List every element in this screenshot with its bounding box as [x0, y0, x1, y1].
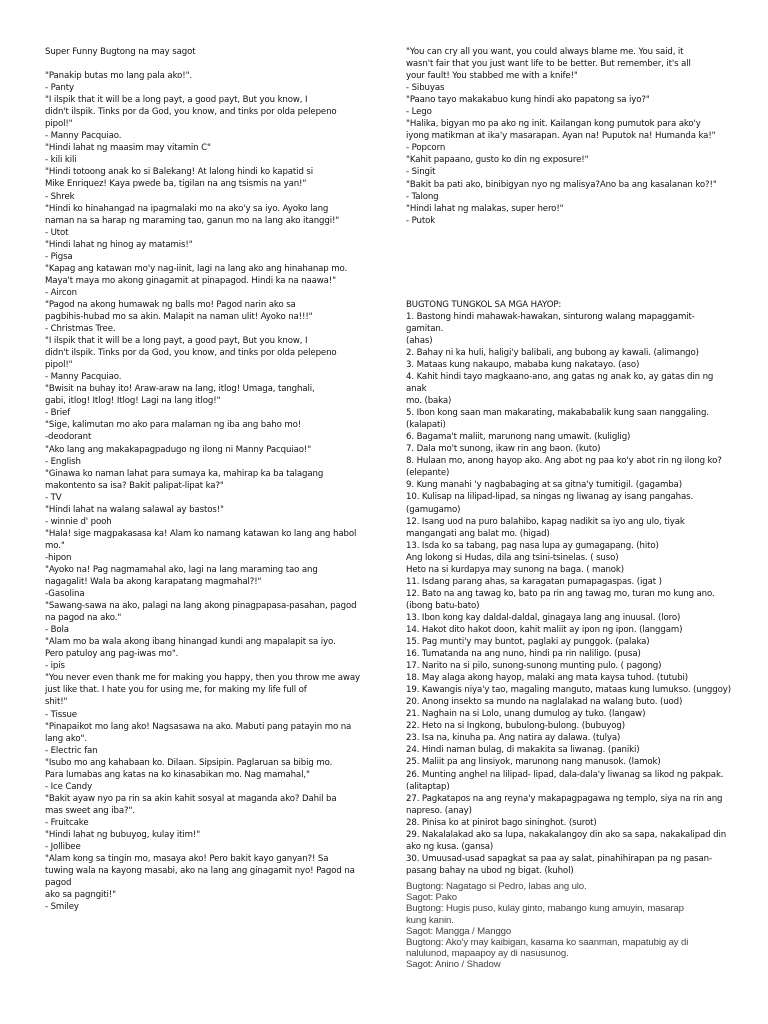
text-line: Para lumabas ang katas na ko kinasabikan mo. Nag mamahal,"	[45, 769, 310, 780]
text-line: - Brief	[45, 408, 71, 419]
riddle-line: Ang lokong si Hudas, dila ang tsini-tsinelas. ( suso)	[406, 552, 619, 563]
spacer	[45, 58, 363, 70]
text-line: - Jollibee	[45, 842, 81, 853]
riddle-list-continued	[406, 46, 732, 227]
riddle-line: (gamugamo)	[406, 504, 461, 515]
riddle-line: 5. Ibon kong saan man makarating, makababalik kung saan nanggaling.	[406, 408, 709, 419]
left-column	[45, 46, 363, 913]
text-line: na pagod na ako."	[45, 613, 122, 624]
riddle-line: (ahas)	[406, 335, 433, 346]
right-column	[406, 46, 732, 971]
text-line: "Hindi lahat ng hinog ay matamis!"	[45, 239, 193, 250]
answer-line: nalulunod, mapaapoy ay di nasusunog.	[406, 948, 569, 960]
text-line: -deodorant	[45, 432, 92, 443]
riddle-line: 20. Anong insekto sa mundo na naglalakad na walang buto. (uod)	[406, 697, 683, 708]
text-line: makontento sa isa? Bakit palipat-lipat ka?"	[45, 480, 224, 491]
riddle-line: ako ng kusa. (gansa)	[406, 841, 494, 852]
riddle-line: 8. Hulaan mo, anong hayop ako. Ang abot ng paa ko'y abot rin ng ilong ko?	[406, 456, 722, 467]
answer-block	[406, 881, 732, 971]
text-line: "Panakip butas mo lang pala ako!".	[45, 71, 193, 82]
text-line: "Pagod na akong humawak ng balls mo! Pagod narin ako sa	[45, 299, 296, 310]
text-line: "Isubo mo ang kahabaan ko. Dilaan. Sipsipin. Paglaruan sa bibig mo.	[45, 757, 333, 768]
text-line: tuwing wala na kayong masabi, ako na lang ang ginagamit nyo! Pagod na	[45, 866, 355, 877]
riddle-line: Heto na si kurdapya may sunong na baga. ( manok)	[406, 564, 625, 575]
riddle-line: 12. Bato na ang tawag ko, bato pa rin ang tawag mo, turan mo kung ano.	[406, 588, 715, 599]
riddle-line: 6. Bagama't maliit, marunong nang umawit. (kuliglig)	[406, 432, 631, 443]
text-line: just like that. I hate you for using me, for making my life full of	[45, 685, 307, 696]
riddle-line: 27. Pagkatapos na ang reyna'y makapagpagawa ng templo, siya na rin ang	[406, 793, 723, 804]
text-line: naman na sa harap ng maraming tao, ganun mo na lang ako itanggi!"	[45, 215, 340, 226]
answer-line: Bugtong: Hugis puso, kulay ginto, mabango kung amuyin, masarap	[406, 903, 684, 915]
text-line: "Hindi totoong anak ko si Balekang! At lalong hindi ko kapatid si	[45, 167, 314, 178]
text-line: - Electric fan	[45, 745, 98, 756]
riddle-line: 11. Isdang parang ahas, sa karagatan pumapagaspas. (igat )	[406, 576, 662, 587]
text-line: - Manny Pacquiao.	[45, 131, 122, 142]
text-line: ako sa pagngiti!"	[45, 890, 116, 901]
text-line: - ipis	[45, 661, 65, 672]
text-line: - winnie d' pooh	[45, 516, 112, 527]
text-line: pagbihis-hubad mo sa akin. Malapit na naman ulit! Ayoko na!!!"	[45, 311, 313, 322]
text-line: "Bakit ba pati ako, binibigyan nyo ng malisya?Ano ba ang kasalanan ko?!"	[406, 179, 717, 190]
text-line: - TV	[45, 492, 62, 503]
text-line: wasn't fair that you just want life to be better. But remember, it's all	[406, 59, 691, 70]
text-line: "Hindi ko hinahangad na ipagmalaki mo na ako'y sa iyo. Ayoko lang	[45, 203, 329, 214]
text-line: your fault! You stabbed me with a knife!"	[406, 71, 578, 82]
text-line: didn't ilspik. Tinks por da God, you know, and tinks por olda pelepeno	[45, 107, 337, 118]
text-line: mas sweet ang iba?".	[45, 805, 135, 816]
text-line: "Pinapaikot mo lang ako! Nagsasawa na ako. Mabuti pang patayin mo na	[45, 721, 352, 732]
text-line: "I ilspik that it will be a long payt, a good payt, But you know, I	[45, 95, 308, 106]
text-line: "You never even thank me for making you happy, then you throw me away	[45, 673, 360, 684]
text-line: "Ginawa ko naman lahat para sumaya ka, mahirap ka ba talagang	[45, 468, 324, 479]
riddle-line: 28. Pinisa ko at pinirot bago sininghot. (surot)	[406, 817, 597, 828]
riddle-line: 10. Kulisap na lilipad-lipad, sa ningas ng liwanag ay isang pangahas.	[406, 492, 694, 503]
text-line: "Hindi lahat ng maasim may vitamin C"	[45, 143, 211, 154]
text-line: Maya't maya mo akong ginagamit at pinapagod. Hindi ka na naawa!"	[45, 275, 336, 286]
text-line: "Sige, kalimutan mo ako para malaman ng iba ang baho mo!	[45, 420, 302, 431]
answer-line: Sagot: Pako	[406, 892, 457, 904]
text-line: - Putok	[406, 215, 436, 226]
riddle-line: 19. Kawangis niya'y tao, magaling manguto, mataas kung lumukso. (unggoy)	[406, 685, 731, 696]
text-line: shit!"	[45, 697, 68, 708]
riddle-line: 21. Naghain na si Lolo, unang dumulog ay tuko. (langaw)	[406, 709, 646, 720]
text-line: "Alam kong sa tingin mo, masaya ako! Pero bakit kayo ganyan?! Sa	[45, 854, 329, 865]
text-line: iyong matikman at ika'y masarapan. Ayan na! Puputok na! Humanda ka!"	[406, 131, 716, 142]
text-line: "Kapag ang katawan mo'y nag-iinit, lagi na lang ako ang hinahanap mo.	[45, 263, 348, 274]
riddle-line: 13. Ibon kong kay daldal-daldal, ginagaya lang ang inuusal. (loro)	[406, 612, 681, 623]
text-line: - Aircon	[45, 287, 77, 298]
answer-line: kung kanin.	[406, 914, 454, 926]
riddle-line: mo. (baka)	[406, 396, 452, 407]
text-line: "Hindi lahat na walang salawal ay bastos!"	[45, 504, 224, 515]
riddle-line: 14. Hakot dito hakot doon, kahit maliit ay ipon ng ipon. (langgam)	[406, 624, 683, 635]
riddle-line: 2. Bahay ni ka huli, haligi'y balibali, ang bubong ay kawali. (alimango)	[406, 347, 699, 358]
riddle-line: 23. Isa na, kinuha pa. Ang natira ay dalawa. (tulya)	[406, 733, 621, 744]
riddle-line: 13. Isda ko sa tabang, pag nasa lupa ay gumagapang. (hito)	[406, 540, 659, 551]
riddle-line: 26. Munting anghel na lilipad- lipad, dala-dala'y liwanag sa likod ng pakpak.	[406, 769, 724, 780]
answer-line: Sagot: Mangga / Manggo	[406, 925, 512, 937]
riddle-line: 9. Kung manahi 'y nagbabaging at sa gitna'y tumitigil. (gagamba)	[406, 480, 682, 491]
text-line: "Hindi lahat ng bubuyog, kulay itim!"	[45, 830, 201, 840]
riddle-list	[45, 70, 363, 913]
text-line: -Gasolina	[45, 589, 85, 600]
text-line: "Ayoko na! Pag nagmamahal ako, lagi na lang maraming tao ang	[45, 564, 318, 575]
text-line: - Panty	[45, 83, 74, 94]
text-line: - kili kili	[45, 155, 77, 166]
riddle-line: (elepante)	[406, 468, 450, 479]
text-line: lang ako".	[45, 733, 87, 744]
answer-line: Bugtong: Ako'y may kaibigan, kasama ko saanman, mapatubig ay di	[406, 936, 689, 948]
text-line: "You can cry all you want, you could always blame me. You said, it	[406, 47, 684, 57]
text-line: - Popcorn	[406, 143, 446, 154]
text-line: - English	[45, 456, 81, 467]
text-line: - Christmas Tree.	[45, 324, 116, 335]
text-line: "Hindi lahat ng malakas, super hero!"	[406, 203, 564, 214]
text-line: - Pigsa	[45, 251, 73, 262]
text-line: - Manny Pacquiao.	[45, 372, 122, 383]
text-line: Mike Enriquez! Kaya pwede ba, tigilan na ang tsismis na yan!"	[45, 179, 307, 190]
riddle-line: pasang bahay na ubod ng bigat. (kuhol)	[406, 865, 574, 876]
riddle-line: 30. Umuusad-usad sapagkat sa paa ay salat, pinahihirapan pa ng pasan-	[406, 853, 712, 864]
text-line: - Tissue	[45, 709, 77, 720]
text-line: "Alam mo ba wala akong ibang hinangad kundi ang mapalapit sa iyo.	[45, 637, 336, 648]
riddle-line: mangangati ang balat mo. (higad)	[406, 528, 550, 539]
riddle-line: 16. Tumatanda na ang nuno, hindi pa rin naliligo. (pusa)	[406, 649, 641, 660]
text-line: - Sibuyas	[406, 83, 445, 94]
riddle-line: 22. Heto na si Ingkong, bubulong-bulong. (bubuyog)	[406, 721, 625, 732]
text-line: mo."	[45, 540, 65, 551]
riddle-line: 12. Isang uod na puro balahibo, kapag nadikit sa iyo ang ulo, tiyak	[406, 516, 685, 527]
riddle-line: 24. Hindi naman bulag, di makakita sa liwanag. (paniki)	[406, 745, 640, 756]
riddle-line: 4. Kahit hindi tayo magkaano-ano, ang gatas ng anak ko, ay gatas din ng anak	[406, 371, 716, 395]
document-title: Super Funny Bugtong na may sagot	[45, 47, 196, 57]
text-line: - Talong	[406, 191, 439, 202]
riddle-line: 7. Dala mo't sunong, ikaw rin ang baon. (kuto)	[406, 444, 601, 455]
text-line: -hipon	[45, 552, 72, 563]
text-line: "Ako lang ang makakapagpadugo ng ilong ni Manny Pacquiao!"	[45, 444, 312, 455]
riddle-line: (alitaptap)	[406, 781, 450, 792]
text-line: "Sawang-sawa na ako, palagi na lang akong pinagpapasa-pasahan, pagod	[45, 601, 357, 612]
riddle-line: 25. Maliit pa ang linsiyok, marunong nang manusok. (lamok)	[406, 757, 661, 768]
text-line: - Singit	[406, 167, 436, 178]
text-line: Pero patuloy ang pag-iwas mo".	[45, 649, 179, 660]
section-title: BUGTONG TUNGKOL SA MGA HAYOP:	[406, 299, 562, 310]
spacer	[406, 227, 732, 299]
riddle-line: 1. Bastong hindi mahawak-hawakan, sinturong walang mapaggamit-gamitan.	[406, 311, 695, 334]
riddle-line: napreso. (anay)	[406, 805, 472, 816]
text-line: "Hala! sige magpakasasa ka! Alam ko namang katawan ko lang ang habol	[45, 528, 357, 539]
text-line: pagod	[45, 878, 72, 889]
text-line: - Shrek	[45, 191, 75, 202]
riddle-line: 15. Pag munti'y may buntot, paglaki ay punggok. (palaka)	[406, 637, 650, 648]
text-line: gabi, itlog! Itlog! Itlog! Lagi na lang itlog!"	[45, 396, 221, 407]
riddle-line: (ibong batu-bato)	[406, 600, 480, 611]
riddle-line: 3. Mataas kung nakaupo, mababa kung nakatayo. (aso)	[406, 359, 640, 370]
riddle-line: 29. Nakalalakad ako sa lupa, nakakalangoy din ako sa sapa, nakakalipad din	[406, 829, 727, 840]
text-line: "Paano tayo makakabuo kung hindi ako papatong sa iyo?"	[406, 95, 650, 106]
text-line: - Utot	[45, 227, 69, 238]
text-line: pipol!"	[45, 360, 73, 371]
text-line: - Lego	[406, 107, 432, 118]
text-line: - Bola	[45, 625, 69, 636]
text-line: "Bwisit na buhay ito! Araw-araw na lang, itlog! Umaga, tanghali,	[45, 384, 315, 395]
text-line: - Ice Candy	[45, 781, 93, 792]
riddle-line: 17. Narito na si pilo, sunong-sunong munting pulo. ( pagong)	[406, 661, 662, 672]
animal-riddle-list	[406, 311, 732, 877]
text-line: "Kahit papaano, gusto ko din ng exposure!"	[406, 155, 589, 166]
riddle-line: (kalapati)	[406, 420, 446, 431]
text-line: - Smiley	[45, 902, 79, 913]
text-line: "Bakit ayaw nyo pa rin sa akin kahit sosyal at maganda ako? Dahil ba	[45, 793, 337, 804]
text-line: nagagalit! Wala ba akong karapatang magmahal?!"	[45, 577, 262, 588]
answer-line: Bugtong: Nagatago si Pedro, labas ang ulo.	[406, 880, 587, 892]
answer-line: Sagot: Anino / Shadow	[406, 959, 501, 971]
text-line: "I ilspik that it will be a long payt, a good payt, But you know, I	[45, 336, 308, 347]
text-line: pipol!"	[45, 119, 73, 130]
text-line: didn't ilspik. Tinks por da God, you know, and tinks por olda pelepeno	[45, 348, 337, 359]
text-line: - Fruitcake	[45, 817, 89, 828]
riddle-line: 18. May alaga akong hayop, malaki ang mata kaysa tuhod. (tutubi)	[406, 673, 688, 684]
text-line: "Halika, bigyan mo pa ako ng init. Kailangan kong pumutok para ako'y	[406, 119, 701, 130]
